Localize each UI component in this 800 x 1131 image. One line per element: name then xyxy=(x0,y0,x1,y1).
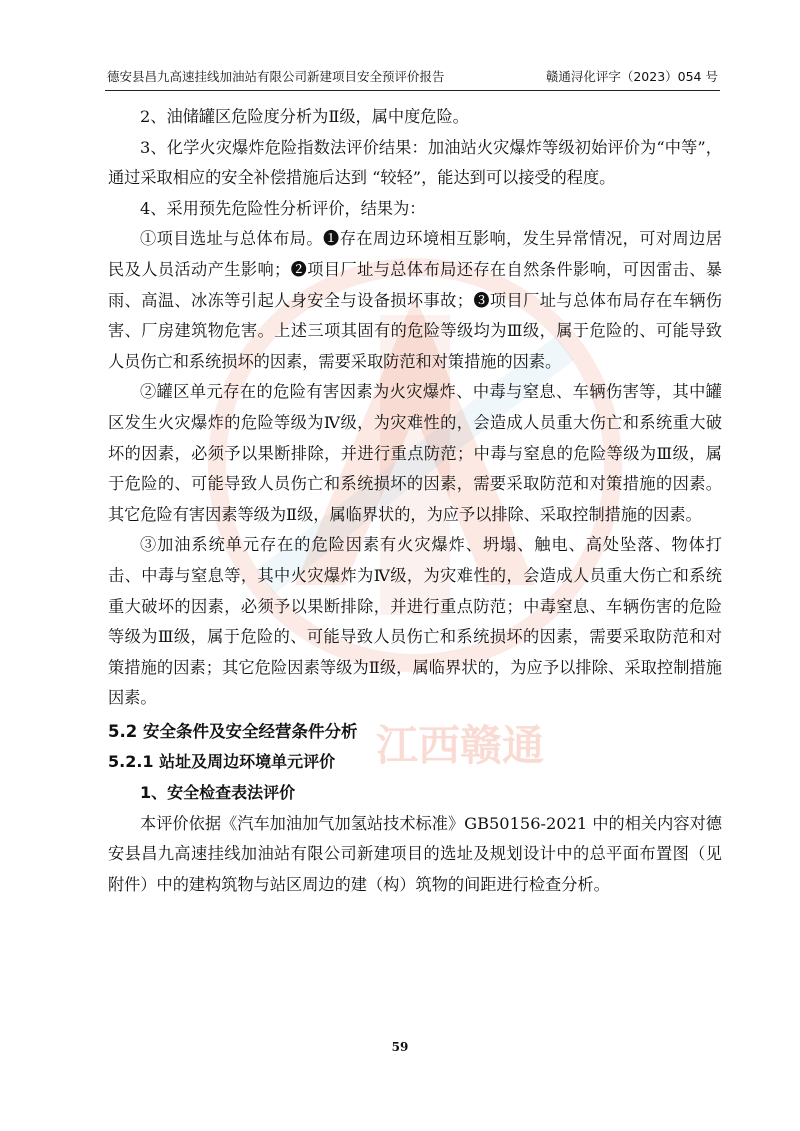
paragraph-fire-explosion-index: 3、化学火灾爆炸危险指数法评价结果：加油站火灾爆炸等级初始评价为“中等”，通过采取相应的安全补偿措施后达到 “较轻”，能达到可以接受的程度。 xyxy=(108,137,722,188)
header-report-number: 赣通浔化评字（2023）054 号 xyxy=(545,69,718,84)
page-header xyxy=(105,66,720,91)
watermark-text: 江西赣通 xyxy=(375,721,545,770)
paragraph-refuel-system: ③加油系统单元存在的危险因素有火灾爆炸、坍塌、触电、高处坠落、物体打击、中毒与窒息等，其中火灾爆炸为Ⅳ级，为灾难性的，会造成人员重大伤亡和系统重大破坏的因素，必须予以果断排除，并进行重点防范；中毒窒息、车辆伤害的危险等级为Ⅲ级，属于危险的、可能导致人员伤亡和系统损坏的因素，需要采取防范和对策措施的因素；其它危险因素等级为Ⅱ级，属临界状的，为应予以排除、采取控制措施因素。 xyxy=(108,535,722,708)
page-body xyxy=(108,102,722,900)
paragraph-checklist-basis: 本评价依据《汽车加油加气加氢站技术标准》GB50156-2021 中的相关内容对德安县昌九高速挂线加油站有限公司新建项目的选址及规划设计中的总平面布置图（见附件）中的建构筑物与站区周边的建（构）筑物的间距进行检查分析。 xyxy=(108,813,722,894)
page-number: 59 xyxy=(391,1040,409,1054)
section-heading-5-2-1: 5.2.1 站址及周边环境单元评价 xyxy=(108,752,336,772)
header-report-title: 德安县昌九高速挂线加油站有限公司新建项目安全预评价报告 xyxy=(107,69,445,84)
paragraph-tank-area-risk: 2、油储罐区危险度分析为Ⅱ级，属中度危险。 xyxy=(140,107,469,126)
subsection-heading-checklist: 1、安全检查表法评价 xyxy=(140,783,296,803)
paragraph-tank-unit: ②罐区单元存在的危险有害因素为火灾爆炸、中毒与窒息、车辆伤害等，其中罐区发生火灾爆炸的危险等级为Ⅳ级，为灾难性的，会造成人员重大伤亡和系统重大破坏的因素，必须予以果断排除，并进行重点防范；中毒与窒息的危险等级为Ⅲ级，属于危险的、可能导致人员伤亡和系统损坏的因素，需要采取防范和对策措施的因素。其它危险有害因素等级为Ⅱ级，属临界状的，为应予以排除、采取控制措施的因素。 xyxy=(108,382,722,524)
section-heading-5-2: 5.2 安全条件及安全经营条件分析 xyxy=(108,721,358,741)
paragraph-pha-intro: 4、采用预先危险性分析评价，结果为： xyxy=(140,198,426,218)
paragraph-site-layout: ①项目选址与总体布局。❶存在周边环境相互影响，发生异常情况，可对周边居民及人员活动产生影响；❷项目厂址与总体布局还存在自然条件影响，可因雷击、暴雨、高温、冰冻等引起人身安全与设备损坏事故；❸项目厂址与总体布局存在车辆伤害、厂房建筑物危害。上述三项其固有的危险等级均为Ⅲ级，属于危险的、可能导致人员伤亡和系统损坏的因素，需要采取防范和对策措施的因素。 xyxy=(108,229,722,371)
